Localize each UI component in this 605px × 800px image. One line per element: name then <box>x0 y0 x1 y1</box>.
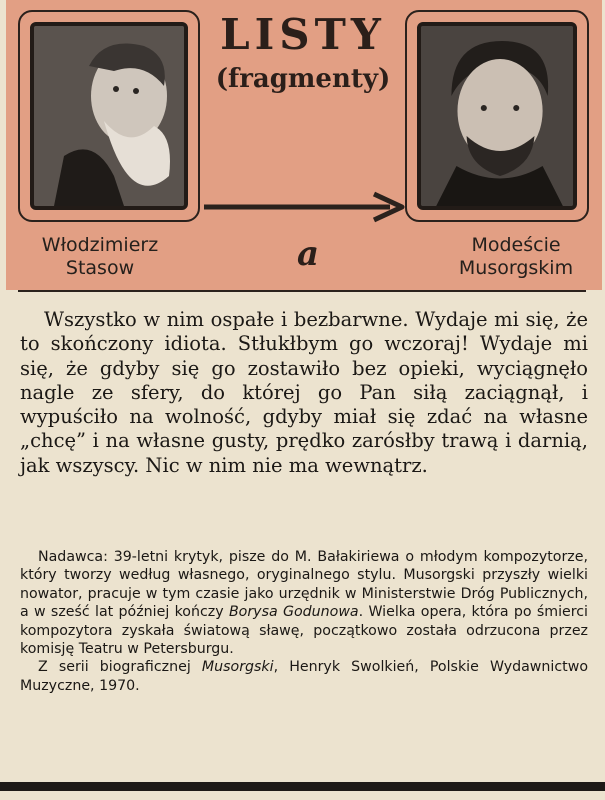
notes-paragraph <box>20 548 588 658</box>
sender-name: Włodzimierz Stasow <box>41 234 159 279</box>
letter-quote <box>20 308 588 478</box>
quote-text: Wszystko w nim ospałe i bezbarwne. Wydaje mi się, że to skończony idiota. Stłukłbym go wczoraj! Wydaje mi się, że gdyby się go zostawiło bez opieki, wyciągnęło nagle ze sfery, do której go Pan siłą zaciągnął, i wypuściło na wolność, gdyby miał się zdać na własne „chcę” i na własne gusty, prędko zarósłby trawą i darnią, jak wszyscy. Nic w nim nie ma wewnątrz. <box>20 308 588 477</box>
recipient-portrait-frame <box>405 10 589 222</box>
header-divider <box>18 290 586 292</box>
editorial-notes <box>20 548 588 695</box>
conjunction-label: a <box>296 234 320 274</box>
footer-divider <box>0 782 605 791</box>
page-title: LISTY <box>220 10 386 59</box>
opera-title: Borysa Godunowa <box>228 604 359 621</box>
recipient-name: Modeście Musorgskim <box>458 234 574 279</box>
sender-portrait <box>30 22 188 210</box>
source-suffix: , Henryk Swolkień, Polskie Wydawnictwo Muzyczne, 1970. <box>20 659 588 694</box>
notes-text-1: Nadawca: 39-letni krytyk, pisze do M. Bałakiriewa o młodym kompozytorze, który tworzy według własnego, oryginalnego stylu. Musorgski przyszły wielki nowator, pracuje w tym czasie jako urzędnik w Ministerstwie Dróg Publicznych, a w sześć lat później kończy <box>20 549 588 621</box>
source-title: Musorgski <box>201 659 274 676</box>
notes-text-2: . Wielka opera, która po śmierci kompozytora zyskała światową sławę, początkowo została odrzucona przez komisję Teatru w Petersburgu. <box>20 604 588 658</box>
arrow-right-icon <box>202 190 406 224</box>
recipient-portrait <box>417 22 577 210</box>
page-subtitle: (fragmenty) <box>215 64 391 94</box>
source-prefix: Z serii biograficznej <box>38 659 202 676</box>
sender-portrait-frame <box>18 10 200 222</box>
source-paragraph <box>20 658 588 695</box>
header-band <box>6 0 602 290</box>
